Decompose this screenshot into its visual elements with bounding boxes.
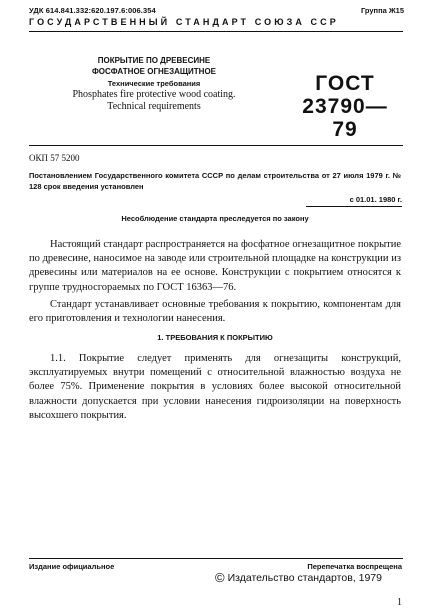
effective-date: с 01.01. 1980 г. — [349, 195, 402, 204]
paragraph-scope: Настоящий стандарт распространяется на фосфатное огнезащитное покрытие по древесине, наносимое на заводе или строительной площадке на конструкции из древесины или материалов на ее основе. Конструкции с покрытием относятся к группе трудносгораемых по ГОСТ 16363—76. — [29, 239, 401, 293]
publisher-name: Издательство стандартов, 1979 — [227, 572, 382, 584]
decree-text: Постановлением Государственного комитета СССР по делам строительства от 27 июля 1979 г. № 128 срок введения установлен — [29, 171, 401, 191]
okp-code: ОКП 57 5200 — [29, 153, 80, 163]
title-english-2: Technical requirements — [107, 101, 201, 112]
udk-code: УДК 614.841.332:620.197.6:006.354 — [29, 6, 156, 15]
title-line-1: ПОКРЫТИЕ ПО ДРЕВЕСИНЕ — [97, 56, 211, 65]
reprint-notice: Перепечатка воспрещена — [307, 562, 402, 571]
law-notice: Несоблюдение стандарта преследуется по закону — [121, 214, 309, 223]
official-edition: Издание официальное — [29, 562, 115, 571]
paragraph-1-1: 1.1. Покрытие следует применять для огнезащиты конструкций, эксплуатируемых внутри помещений с относительной влажностью воздуха не более 75%. Применение покрытия в условиях более высокой относительной влажности допускается при условии нанесения гидроизоляции на поверхность высохшего покрытия. — [29, 353, 401, 421]
header-rule — [29, 31, 403, 32]
title-rule — [29, 145, 403, 146]
date-underline — [306, 206, 402, 207]
paragraph-purpose: Стандарт устанавливает основные требования к покрытию, компонентам для его приготовления и технологии нанесения. — [29, 299, 401, 325]
publisher-line — [215, 572, 402, 584]
footer-rule — [29, 558, 403, 559]
section-heading: 1. ТРЕБОВАНИЯ К ПОКРЫТИЮ — [157, 333, 273, 342]
gost-label: ГОСТ — [315, 72, 375, 95]
title-line-2: ФОСФАТНОЕ ОГНЕЗАЩИТНОЕ — [91, 67, 217, 76]
gost-number: 23790—79 — [302, 95, 388, 141]
copyright-icon: © — [215, 570, 225, 585]
title-english-1: Phosphates fire protective wood coating. — [72, 89, 236, 100]
title-subtitle: Технические требования — [107, 79, 201, 88]
gost-designation — [290, 72, 400, 141]
title-block — [29, 55, 279, 113]
standard-heading: ГОСУДАРСТВЕННЫЙ СТАНДАРТ СОЮЗА ССР — [29, 17, 339, 27]
page-number: 1 — [397, 597, 402, 608]
group-code: Группа Ж15 — [360, 6, 404, 15]
